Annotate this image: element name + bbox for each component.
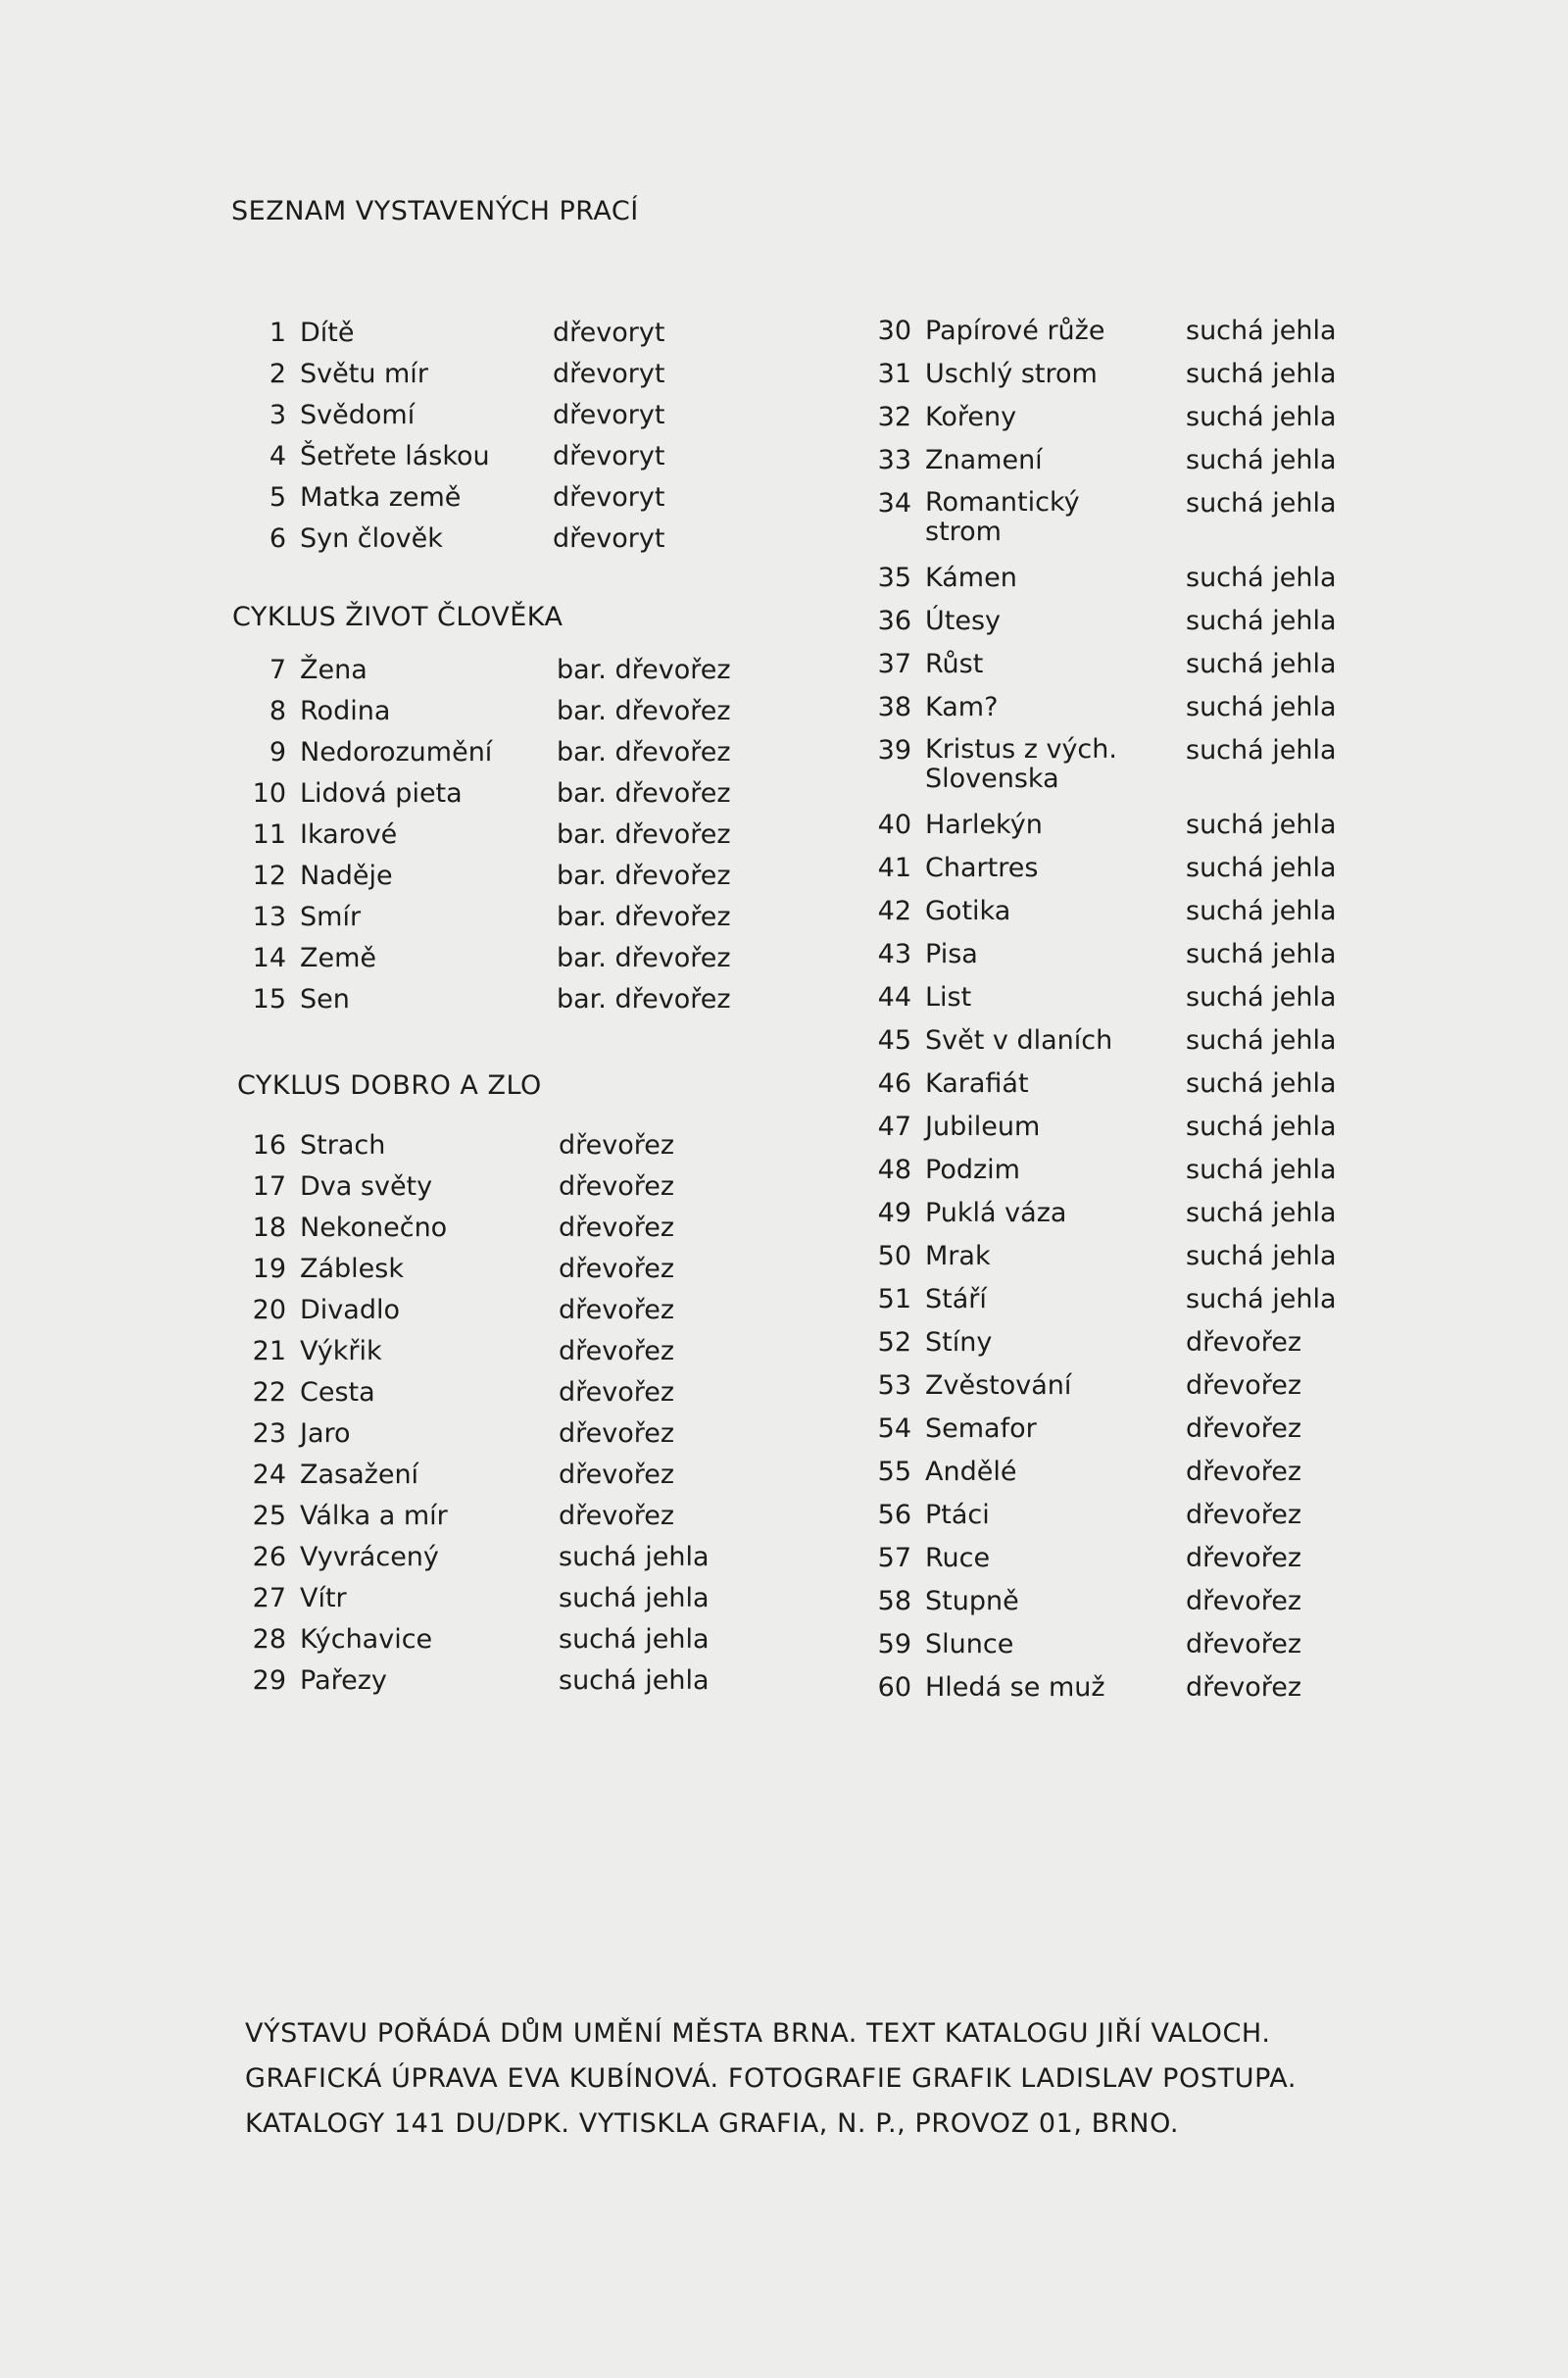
work-entry	[874, 1629, 1423, 1672]
work-entry	[249, 655, 759, 696]
work-entry	[874, 1155, 1423, 1198]
work-technique: dřevořez	[559, 1336, 675, 1366]
work-title: Naděje	[300, 861, 393, 891]
work-number: 55	[877, 1457, 911, 1487]
work-entry	[874, 1112, 1423, 1155]
work-number: 3	[269, 400, 286, 430]
work-entry	[249, 1542, 759, 1583]
work-technique: suchá jehla	[559, 1665, 710, 1696]
work-entry	[249, 696, 759, 737]
work-title: Uschlý strom	[925, 359, 1098, 389]
work-number: 2	[269, 359, 286, 389]
work-entry	[249, 1336, 759, 1377]
work-number: 57	[877, 1543, 911, 1573]
colophon-line: GRAFICKÁ ÚPRAVA EVA KUBÍNOVÁ. FOTOGRAFIE GRAFIK LADISLAV POSTUPA.	[245, 2063, 1298, 2094]
work-title: Kořeny	[925, 402, 1017, 432]
cycle-heading-dobro-a-zlo: CYKLUS DOBRO A ZLO	[237, 1070, 542, 1101]
work-entry	[249, 1295, 759, 1336]
work-entry	[249, 819, 759, 861]
work-title: Pařezy	[300, 1665, 387, 1696]
works-list-cycle-dobro-a-zlo	[249, 1130, 759, 1707]
work-entry	[874, 982, 1423, 1025]
work-title: Jaro	[300, 1418, 351, 1449]
work-title: Rodina	[300, 696, 391, 726]
work-number: 38	[877, 692, 911, 722]
work-title: Chartres	[925, 853, 1039, 883]
work-technique: suchá jehla	[1186, 316, 1337, 346]
work-title: Divadlo	[300, 1295, 400, 1325]
work-entry	[874, 488, 1423, 563]
work-title: Papírové růže	[925, 316, 1105, 346]
work-entry	[874, 359, 1423, 402]
work-number: 10	[252, 778, 286, 809]
work-number: 54	[877, 1413, 911, 1444]
work-technique: suchá jehla	[1186, 445, 1337, 475]
work-technique: suchá jehla	[1186, 1025, 1337, 1056]
work-number: 44	[877, 982, 911, 1013]
work-technique: suchá jehla	[1186, 982, 1337, 1013]
work-technique: dřevořez	[559, 1171, 675, 1202]
work-number: 29	[252, 1665, 286, 1696]
work-number: 31	[877, 359, 911, 389]
work-title: Slunce	[925, 1629, 1014, 1660]
work-entry	[874, 1543, 1423, 1586]
work-number: 51	[877, 1284, 911, 1314]
work-number: 58	[877, 1586, 911, 1616]
work-title: Ruce	[925, 1543, 991, 1573]
work-technique: suchá jehla	[559, 1624, 710, 1655]
work-entry	[874, 1457, 1423, 1500]
work-title: Syn člověk	[300, 523, 443, 554]
work-number: 40	[877, 810, 911, 840]
work-entry	[874, 735, 1423, 810]
work-number: 42	[877, 896, 911, 926]
work-entry	[249, 1213, 759, 1254]
work-technique: dřevořez	[559, 1501, 675, 1531]
work-technique: suchá jehla	[1186, 1112, 1337, 1142]
work-entry	[249, 400, 759, 441]
work-technique: bar. dřevořez	[557, 655, 731, 685]
work-number: 45	[877, 1025, 911, 1056]
work-title: Harlekýn	[925, 810, 1043, 840]
work-technique: suchá jehla	[1186, 1068, 1337, 1099]
work-number: 26	[252, 1542, 286, 1572]
work-title: List	[925, 982, 972, 1013]
work-entry	[874, 563, 1423, 606]
work-title: Vyvrácený	[300, 1542, 439, 1572]
works-list-cycle-zivot-cloveka	[249, 655, 759, 1025]
work-title: Pisa	[925, 939, 978, 969]
work-technique: dřevořez	[1186, 1413, 1302, 1444]
work-entry	[249, 1624, 759, 1665]
work-number: 14	[252, 943, 286, 973]
work-title: Dítě	[300, 318, 355, 348]
work-entry	[874, 810, 1423, 853]
work-number: 21	[252, 1336, 286, 1366]
work-title: Romantický strom	[925, 487, 1080, 547]
work-number: 53	[877, 1370, 911, 1401]
work-entry	[249, 523, 759, 565]
work-entry	[249, 902, 759, 943]
work-number: 41	[877, 853, 911, 883]
work-title: Žena	[300, 655, 368, 685]
work-title: Šetřete láskou	[300, 441, 490, 471]
work-title: Cesta	[300, 1377, 375, 1408]
work-entry	[874, 445, 1423, 488]
work-title: Andělé	[925, 1457, 1017, 1487]
work-title: Zvěstování	[925, 1370, 1072, 1401]
work-number: 24	[252, 1460, 286, 1490]
work-technique: dřevořez	[559, 1418, 675, 1449]
work-technique: bar. dřevořez	[557, 819, 731, 850]
work-number: 32	[877, 402, 911, 432]
work-number: 47	[877, 1112, 911, 1142]
work-title: Svědomí	[300, 400, 416, 430]
work-technique: dřevořez	[1186, 1500, 1302, 1530]
work-number: 34	[877, 488, 911, 519]
work-title: Hledá se muž	[925, 1672, 1105, 1703]
work-entry	[874, 1413, 1423, 1457]
work-technique: dřevořez	[1186, 1327, 1302, 1358]
work-number: 46	[877, 1068, 911, 1099]
work-title: Zasažení	[300, 1460, 419, 1490]
work-number: 9	[269, 737, 286, 768]
work-title: Kýchavice	[300, 1624, 433, 1655]
work-entry	[874, 1198, 1423, 1241]
work-entry	[249, 1254, 759, 1295]
work-title: Světu mír	[300, 359, 428, 389]
work-technique: suchá jehla	[1186, 810, 1337, 840]
colophon-line: VÝSTAVU POŘÁDÁ DŮM UMĚNÍ MĚSTA BRNA. TEXT KATALOGU JIŘÍ VALOCH.	[245, 2018, 1271, 2049]
work-number: 48	[877, 1155, 911, 1185]
work-number: 52	[877, 1327, 911, 1358]
works-list-1-6	[249, 318, 759, 565]
work-entry	[874, 1284, 1423, 1327]
work-entry	[249, 861, 759, 902]
work-technique: suchá jehla	[1186, 606, 1337, 636]
work-title: Semafor	[925, 1413, 1037, 1444]
cycle-heading-zivot-cloveka: CYKLUS ŽIVOT ČLOVĚKA	[232, 602, 564, 632]
work-title: Kámen	[925, 563, 1017, 593]
work-technique: suchá jehla	[1186, 649, 1337, 679]
work-entry	[249, 318, 759, 359]
work-number: 17	[252, 1171, 286, 1202]
work-technique: suchá jehla	[1186, 488, 1337, 519]
work-number: 39	[877, 735, 911, 766]
work-title: Stáří	[925, 1284, 987, 1314]
work-technique: dřevořez	[559, 1377, 675, 1408]
work-entry	[249, 1460, 759, 1501]
work-title: Znamení	[925, 445, 1043, 475]
work-number: 6	[269, 523, 286, 554]
works-list-30-60	[874, 316, 1423, 1715]
work-technique: suchá jehla	[1186, 1198, 1337, 1228]
work-technique: bar. dřevořez	[557, 696, 731, 726]
work-number: 56	[877, 1500, 911, 1530]
work-number: 37	[877, 649, 911, 679]
work-entry	[249, 1418, 759, 1460]
work-title: Strach	[300, 1130, 386, 1161]
work-title: Mrak	[925, 1241, 991, 1271]
work-technique: dřevořez	[1186, 1629, 1302, 1660]
work-technique: dřevoryt	[553, 441, 665, 471]
work-entry	[874, 1500, 1423, 1543]
work-technique: dřevoryt	[553, 523, 665, 554]
work-entry	[249, 482, 759, 523]
work-technique: suchá jehla	[1186, 563, 1337, 593]
work-number: 1	[269, 318, 286, 348]
work-title: Nedorozumění	[300, 737, 493, 768]
work-number: 7	[269, 655, 286, 685]
work-entry	[874, 692, 1423, 735]
work-technique: suchá jehla	[1186, 1284, 1337, 1314]
work-technique: suchá jehla	[1186, 402, 1337, 432]
work-title: Výkřik	[300, 1336, 382, 1366]
work-title: Matka země	[300, 482, 462, 513]
work-number: 35	[877, 563, 911, 593]
work-entry	[249, 1130, 759, 1171]
work-technique: suchá jehla	[559, 1583, 710, 1613]
work-technique: dřevořez	[1186, 1543, 1302, 1573]
work-number: 49	[877, 1198, 911, 1228]
work-title: Země	[300, 943, 377, 973]
work-entry	[874, 402, 1423, 445]
work-technique: suchá jehla	[1186, 853, 1337, 883]
work-entry	[249, 943, 759, 984]
work-number: 13	[252, 902, 286, 932]
work-title: Gotika	[925, 896, 1011, 926]
work-technique: bar. dřevořez	[557, 778, 731, 809]
work-title: Kristus z vých. Slovenska	[925, 734, 1117, 794]
work-title: Dva světy	[300, 1171, 433, 1202]
work-title: Ptáci	[925, 1500, 990, 1530]
work-title: Jubileum	[925, 1112, 1041, 1142]
work-title: Stupně	[925, 1586, 1019, 1616]
work-title: Kam?	[925, 692, 999, 722]
work-number: 60	[877, 1672, 911, 1703]
work-technique: dřevořez	[559, 1130, 675, 1161]
work-number: 19	[252, 1254, 286, 1284]
work-technique: suchá jehla	[1186, 939, 1337, 969]
work-entry	[249, 441, 759, 482]
work-number: 36	[877, 606, 911, 636]
work-technique: bar. dřevořez	[557, 943, 731, 973]
work-number: 59	[877, 1629, 911, 1660]
colophon-line: KATALOGY 141 DU/DPK. VYTISKLA GRAFIA, N. P., PROVOZ 01, BRNO.	[245, 2108, 1180, 2139]
work-title: Útesy	[925, 606, 1002, 636]
work-technique: suchá jehla	[1186, 692, 1337, 722]
work-technique: suchá jehla	[1186, 359, 1337, 389]
work-technique: dřevořez	[559, 1460, 675, 1490]
work-technique: bar. dřevořez	[557, 861, 731, 891]
work-entry	[874, 1672, 1423, 1715]
work-entry	[874, 1025, 1423, 1068]
work-technique: dřevoryt	[553, 359, 665, 389]
work-number: 23	[252, 1418, 286, 1449]
work-entry	[249, 1583, 759, 1624]
work-title: Vítr	[300, 1583, 347, 1613]
work-technique: dřevořez	[1186, 1370, 1302, 1401]
work-entry	[249, 1501, 759, 1542]
work-number: 4	[269, 441, 286, 471]
work-title: Puklá váza	[925, 1198, 1067, 1228]
work-number: 5	[269, 482, 286, 513]
work-technique: suchá jehla	[1186, 896, 1337, 926]
work-entry	[874, 1327, 1423, 1370]
work-technique: dřevoryt	[553, 482, 665, 513]
work-title: Ikarové	[300, 819, 398, 850]
work-technique: dřevořez	[1186, 1586, 1302, 1616]
work-entry	[249, 778, 759, 819]
work-technique: dřevoryt	[553, 400, 665, 430]
work-technique: suchá jehla	[559, 1542, 710, 1572]
work-number: 50	[877, 1241, 911, 1271]
work-title: Válka a mír	[300, 1501, 448, 1531]
work-number: 11	[252, 819, 286, 850]
work-title: Smír	[300, 902, 362, 932]
work-technique: bar. dřevořez	[557, 737, 731, 768]
work-entry	[249, 1665, 759, 1707]
work-title: Sen	[300, 984, 350, 1015]
work-number: 8	[269, 696, 286, 726]
work-number: 16	[252, 1130, 286, 1161]
page-title: SEZNAM VYSTAVENÝCH PRACÍ	[231, 196, 639, 226]
work-entry	[249, 359, 759, 400]
colophon	[245, 2011, 1421, 2147]
work-technique: dřevoryt	[553, 318, 665, 348]
work-entry	[874, 606, 1423, 649]
work-number: 43	[877, 939, 911, 969]
work-entry	[249, 1171, 759, 1213]
work-entry	[874, 853, 1423, 896]
work-technique: dřevořez	[1186, 1672, 1302, 1703]
work-title: Svět v dlaních	[925, 1025, 1113, 1056]
work-number: 22	[252, 1377, 286, 1408]
work-technique: bar. dřevořez	[557, 984, 731, 1015]
work-entry	[874, 316, 1423, 359]
work-title: Záblesk	[300, 1254, 404, 1284]
work-technique: dřevořez	[559, 1295, 675, 1325]
work-technique: dřevořez	[559, 1213, 675, 1243]
work-number: 27	[252, 1583, 286, 1613]
work-title: Lidová pieta	[300, 778, 463, 809]
work-title: Karafiát	[925, 1068, 1029, 1099]
work-entry	[249, 1377, 759, 1418]
work-entry	[874, 939, 1423, 982]
work-number: 18	[252, 1213, 286, 1243]
work-title: Podzim	[925, 1155, 1020, 1185]
work-entry	[874, 896, 1423, 939]
work-entry	[249, 984, 759, 1025]
work-technique: dřevořez	[1186, 1457, 1302, 1487]
work-title: Nekonečno	[300, 1213, 448, 1243]
work-technique: dřevořez	[559, 1254, 675, 1284]
work-number: 33	[877, 445, 911, 475]
work-technique: bar. dřevořez	[557, 902, 731, 932]
work-number: 28	[252, 1624, 286, 1655]
work-entry	[874, 649, 1423, 692]
work-entry	[874, 1068, 1423, 1112]
work-technique: suchá jehla	[1186, 1155, 1337, 1185]
work-number: 12	[252, 861, 286, 891]
work-entry	[874, 1586, 1423, 1629]
work-title: Stíny	[925, 1327, 993, 1358]
work-entry	[874, 1241, 1423, 1284]
work-number: 20	[252, 1295, 286, 1325]
work-technique: suchá jehla	[1186, 1241, 1337, 1271]
work-number: 15	[252, 984, 286, 1015]
work-number: 30	[877, 316, 911, 346]
work-entry	[249, 737, 759, 778]
work-number: 25	[252, 1501, 286, 1531]
work-technique: suchá jehla	[1186, 735, 1337, 766]
work-entry	[874, 1370, 1423, 1413]
work-title: Růst	[925, 649, 984, 679]
